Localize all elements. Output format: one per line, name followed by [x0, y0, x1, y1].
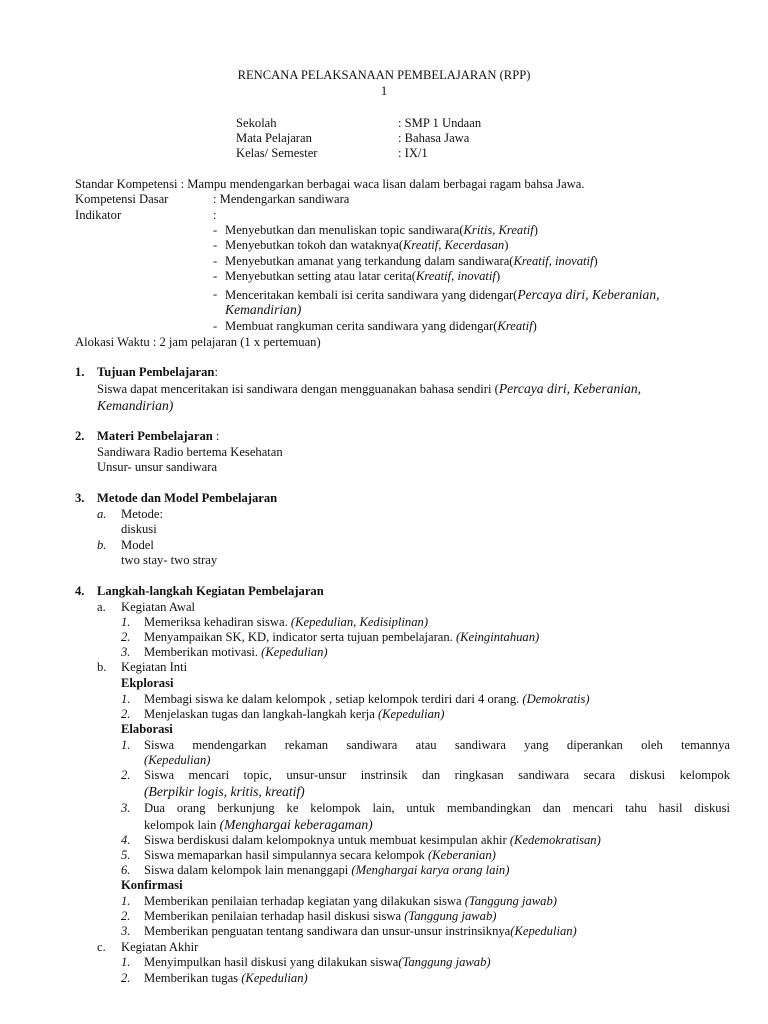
- indikator-dash: -: [213, 319, 218, 333]
- list-number: 3.: [121, 924, 131, 938]
- elaborasi-title: Elaborasi: [121, 722, 173, 736]
- list-item: Siswa mendengarkan rekaman sandiwara atau sandiwara yang diperankan oleh temannya: [144, 738, 730, 752]
- list-number: 2.: [121, 909, 131, 923]
- kegiatan-akhir-label: Kegiatan Akhir: [121, 940, 199, 954]
- list-number: 3.: [121, 801, 131, 815]
- list-number: 4.: [121, 833, 131, 847]
- standar-kompetensi: [75, 177, 585, 192]
- list-number: 6.: [121, 863, 131, 877]
- indikator-item: Membuat rangkuman cerita sandiwara yang didengar(Kreatif): [225, 319, 537, 333]
- list-item: Memeriksa kehadiran siswa. (Kepedulian, Kedisiplinan): [144, 615, 429, 629]
- kegiatan-inti-label: Kegiatan Inti: [121, 660, 188, 674]
- section-number: 1.: [75, 365, 85, 379]
- list-number: 2.: [121, 630, 131, 644]
- indikator-label: Indikator: [75, 208, 122, 222]
- list-number: 1.: [121, 692, 131, 706]
- eksplorasi-title: Ekplorasi: [121, 676, 174, 690]
- indikator-dash: -: [213, 223, 218, 237]
- model-value: two stay- two stray: [121, 553, 218, 567]
- indikator-item: Menyebutkan amanat yang terkandung dalam sandiwara(Kreatif, inovatif): [225, 254, 598, 268]
- list-item: Dua orang berkunjung ke kelompok lain, untuk membandingkan dan mencari tahu hasil diskusi: [144, 801, 730, 815]
- standar-label: Standar Kompetensi: [75, 177, 178, 191]
- indikator-item: Menyebutkan setting atau latar cerita(Kreatif, inovatif): [225, 269, 501, 283]
- list-item: Siswa memaparkan hasil simpulannya secara kelompok (Keberanian): [144, 848, 496, 862]
- page-number: 1: [380, 84, 388, 98]
- identity-label-sekolah: Sekolah: [236, 116, 277, 130]
- list-number: 3.: [121, 645, 131, 659]
- list-number: 1.: [121, 955, 131, 969]
- kompetensi-dasar-value: : Mendengarkan sandiwara: [213, 192, 350, 206]
- list-item: Menyimpulkan hasil diskusi yang dilakukan siswa(Tanggung jawab): [144, 955, 491, 969]
- list-item: Memberikan penguatan tentang sandiwara dan unsur-unsur instrinsiknya(Kepedulian): [144, 924, 577, 938]
- indikator-dash: -: [213, 269, 218, 283]
- tujuan-text: Siswa dapat menceritakan isi sandiwara dengan mengguanakan bahasa sendiri (Percaya diri, Keberanian,: [97, 381, 642, 396]
- section-number: 4.: [75, 584, 85, 598]
- identity-value-kelas: : IX/1: [398, 146, 428, 160]
- indikator-colon: :: [213, 208, 217, 222]
- page-title: RENCANA PELAKSANAAN PEMBELAJARAN (RPP): [237, 68, 531, 82]
- metode-letter: a.: [97, 507, 107, 521]
- section-title-metode: Metode dan Model Pembelajaran: [97, 491, 278, 505]
- section-title-tujuan: Tujuan Pembelajaran:: [97, 365, 218, 379]
- konfirmasi-title: Konfirmasi: [121, 878, 183, 892]
- indikator-item-cont: Kemandirian): [225, 302, 302, 317]
- list-item: Memberikan penilaian terhadap hasil diskusi siswa (Tanggung jawab): [144, 909, 497, 923]
- list-number: 1.: [121, 738, 131, 752]
- list-item: Siswa berdiskusi dalam kelompoknya untuk membuat kesimpulan akhir (Kedemokratisan): [144, 833, 601, 847]
- section-title-materi: Materi Pembelajaran :: [97, 429, 220, 443]
- list-number: 2.: [121, 768, 131, 782]
- section-number: 2.: [75, 429, 85, 443]
- alokasi-waktu: Alokasi Waktu : 2 jam pelajaran (1 x pertemuan): [75, 335, 321, 349]
- kegiatan-letter: c.: [97, 940, 106, 954]
- list-number: 2.: [121, 707, 131, 721]
- materi-line: Sandiwara Radio bertema Kesehatan: [97, 445, 283, 459]
- list-item-cont: (Berpikir logis, kritis, kreatif): [144, 784, 305, 799]
- list-item: Siswa dalam kelompok lain menanggapi (Menghargai karya orang lain): [144, 863, 510, 877]
- list-item: Memberikan penilaian terhadap kegiatan yang dilakukan siswa (Tanggung jawab): [144, 894, 557, 908]
- indikator-item: Menyebutkan tokoh dan wataknya(Kreatif, Kecerdasan): [225, 238, 509, 252]
- metode-label: Metode:: [121, 507, 163, 521]
- standar-value: : Mampu mendengarkan berbagai waca lisan dalam berbagai ragam bahsa Jawa.: [177, 177, 585, 191]
- list-number: 5.: [121, 848, 131, 862]
- model-letter: b.: [97, 538, 107, 552]
- identity-value-sekolah: : SMP 1 Undaan: [398, 116, 482, 130]
- list-item: Siswa mencari topic, unsur-unsur instrinsik dan ringkasan sandiwara secara diskusi kelompok: [144, 768, 730, 782]
- kompetensi-dasar-label: Kompetensi Dasar: [75, 192, 169, 206]
- list-item-cont: kelompok lain (Menghargai keberagaman): [144, 817, 373, 832]
- list-item: Memberikan tugas (Kepedulian): [144, 971, 308, 985]
- list-item: Menjelaskan tugas dan langkah-langkah kerja (Kepedulian): [144, 707, 445, 721]
- metode-value: diskusi: [121, 522, 157, 536]
- kegiatan-letter: a.: [97, 600, 106, 614]
- identity-label-kelas: Kelas/ Semester: [236, 146, 318, 160]
- kegiatan-awal-label: Kegiatan Awal: [121, 600, 196, 614]
- indikator-item: Menceritakan kembali isi cerita sandiwara yang didengar(Percaya diri, Keberanian,: [225, 287, 660, 302]
- list-number: 2.: [121, 971, 131, 985]
- tujuan-text-cont: Kemandirian): [97, 398, 174, 413]
- list-number: 1.: [121, 894, 131, 908]
- list-number: 1.: [121, 615, 131, 629]
- indikator-dash: -: [213, 238, 218, 252]
- materi-line: Unsur- unsur sandiwara: [97, 460, 218, 474]
- list-item: Menyampaikan SK, KD, indicator serta tujuan pembelajaran. (Keingintahuan): [144, 630, 540, 644]
- indikator-dash: -: [213, 287, 218, 301]
- list-item-cont: (Kepedulian): [144, 753, 211, 767]
- list-item: Memberikan motivasi. (Kepedulian): [144, 645, 328, 659]
- list-item: Membagi siswa ke dalam kelompok , setiap kelompok terdiri dari 4 orang. (Demokratis): [144, 692, 590, 706]
- section-title-langkah: Langkah-langkah Kegiatan Pembelajaran: [97, 584, 324, 598]
- identity-label-mapel: Mata Pelajaran: [236, 131, 312, 145]
- kegiatan-letter: b.: [97, 660, 107, 674]
- section-number: 3.: [75, 491, 85, 505]
- identity-value-mapel: : Bahasa Jawa: [398, 131, 470, 145]
- model-label: Model: [121, 538, 154, 552]
- indikator-dash: -: [213, 254, 218, 268]
- indikator-item: Menyebutkan dan menuliskan topic sandiwara(Kritis, Kreatif): [225, 223, 538, 237]
